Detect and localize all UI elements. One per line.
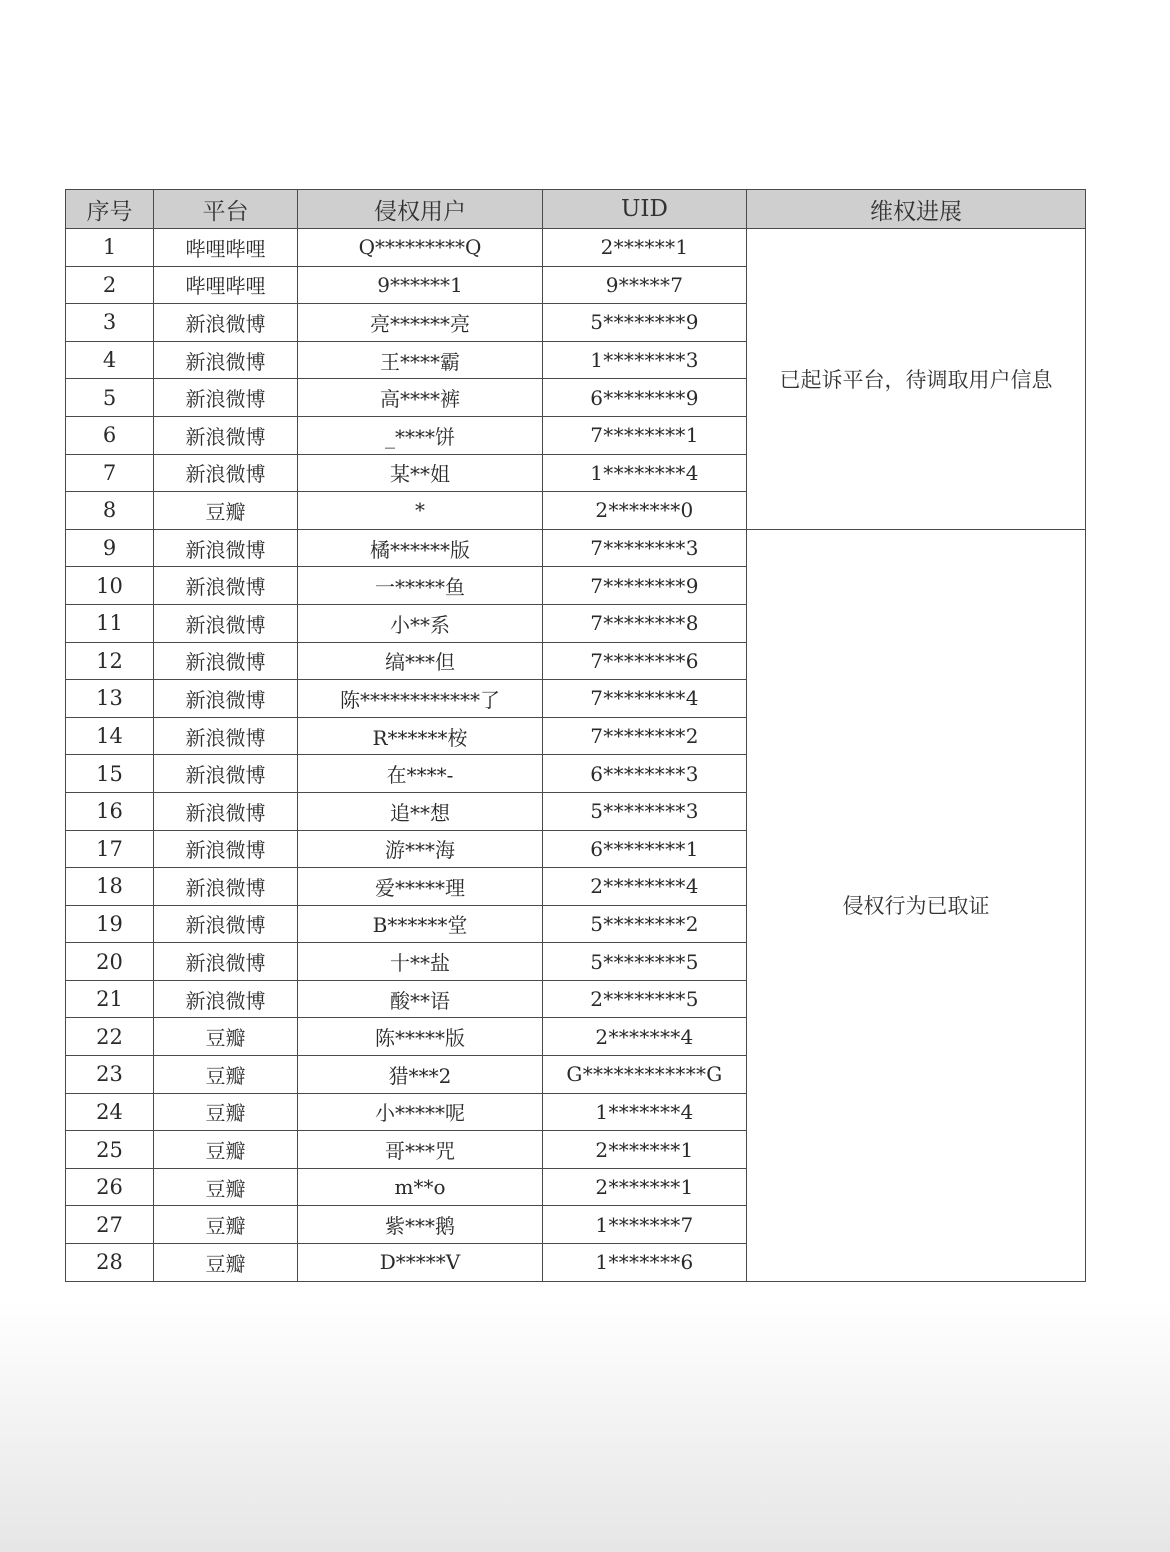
cell-platform: 哔哩哔哩: [154, 266, 298, 304]
cell-uid: 2******1: [543, 229, 747, 267]
cell-uid: 2********4: [543, 868, 747, 906]
cell-user: R******桉: [298, 717, 543, 755]
cell-platform: 新浪微博: [154, 379, 298, 417]
cell-user: 陈************了: [298, 680, 543, 718]
cell-index: 27: [66, 1206, 154, 1244]
cell-uid: 7********1: [543, 416, 747, 454]
cell-user: m**o: [298, 1168, 543, 1206]
cell-platform: 豆瓣: [154, 1093, 298, 1131]
cell-uid: 1*******6: [543, 1244, 747, 1282]
cell-user: 某**姐: [298, 454, 543, 492]
cell-index: 16: [66, 792, 154, 830]
cell-index: 17: [66, 830, 154, 868]
cell-user: 一*****鱼: [298, 567, 543, 605]
cell-uid: 2*******4: [543, 1018, 747, 1056]
cell-platform: 豆瓣: [154, 1168, 298, 1206]
cell-uid: 9*****7: [543, 266, 747, 304]
cell-platform: 新浪微博: [154, 304, 298, 342]
cell-platform: 新浪微博: [154, 341, 298, 379]
cell-index: 11: [66, 604, 154, 642]
cell-uid: 5********2: [543, 905, 747, 943]
cell-index: 22: [66, 1018, 154, 1056]
cell-uid: 6********9: [543, 379, 747, 417]
cell-user: 追**想: [298, 792, 543, 830]
cell-platform: 新浪微博: [154, 868, 298, 906]
cell-platform: 新浪微博: [154, 642, 298, 680]
cell-index: 20: [66, 943, 154, 981]
cell-user: 猎***2: [298, 1056, 543, 1094]
cell-uid: 5********3: [543, 792, 747, 830]
cell-user: D*****V: [298, 1244, 543, 1282]
table-row: [66, 529, 1086, 567]
cell-user: 在****-: [298, 755, 543, 793]
cell-user: _****饼: [298, 416, 543, 454]
header-user: 侵权用户: [298, 190, 543, 229]
cell-platform: 豆瓣: [154, 1131, 298, 1169]
cell-user: 十**盐: [298, 943, 543, 981]
cell-index: 9: [66, 529, 154, 567]
cell-user: B******堂: [298, 905, 543, 943]
cell-progress: 侵权行为已取证: [747, 529, 1086, 1281]
cell-uid: 5********9: [543, 304, 747, 342]
cell-platform: 新浪微博: [154, 416, 298, 454]
cell-user: 缟***但: [298, 642, 543, 680]
cell-platform: 新浪微博: [154, 604, 298, 642]
cell-uid: 7********3: [543, 529, 747, 567]
infringement-table: [65, 189, 1086, 1282]
cell-platform: 新浪微博: [154, 792, 298, 830]
cell-user: 陈*****版: [298, 1018, 543, 1056]
cell-index: 23: [66, 1056, 154, 1094]
cell-index: 7: [66, 454, 154, 492]
cell-platform: 新浪微博: [154, 529, 298, 567]
cell-progress: 已起诉平台，待调取用户信息: [747, 229, 1086, 530]
table-body: [66, 229, 1086, 1282]
header-row: [66, 190, 1086, 229]
cell-uid: 2*******1: [543, 1168, 747, 1206]
cell-platform: 豆瓣: [154, 1244, 298, 1282]
cell-platform: 哔哩哔哩: [154, 229, 298, 267]
cell-uid: 2*******0: [543, 492, 747, 530]
cell-index: 10: [66, 567, 154, 605]
cell-index: 25: [66, 1131, 154, 1169]
cell-platform: 新浪微博: [154, 717, 298, 755]
header-platform: 平台: [154, 190, 298, 229]
cell-uid: 6********3: [543, 755, 747, 793]
cell-platform: 新浪微博: [154, 680, 298, 718]
cell-user: 紫***鹅: [298, 1206, 543, 1244]
cell-index: 1: [66, 229, 154, 267]
cell-platform: 新浪微博: [154, 905, 298, 943]
cell-uid: 2********5: [543, 980, 747, 1018]
table-row: [66, 229, 1086, 267]
cell-index: 8: [66, 492, 154, 530]
cell-index: 3: [66, 304, 154, 342]
cell-user: 酸**语: [298, 980, 543, 1018]
cell-uid: 5********5: [543, 943, 747, 981]
cell-platform: 新浪微博: [154, 567, 298, 605]
cell-uid: 1*******4: [543, 1093, 747, 1131]
cell-index: 2: [66, 266, 154, 304]
cell-platform: 新浪微博: [154, 454, 298, 492]
cell-user: 小**系: [298, 604, 543, 642]
cell-user: 亮******亮: [298, 304, 543, 342]
cell-platform: 豆瓣: [154, 1056, 298, 1094]
cell-user: Q*********Q: [298, 229, 543, 267]
header-uid: UID: [543, 190, 747, 229]
cell-index: 19: [66, 905, 154, 943]
cell-index: 21: [66, 980, 154, 1018]
cell-uid: 7********9: [543, 567, 747, 605]
cell-uid: 7********8: [543, 604, 747, 642]
cell-uid: 1*******7: [543, 1206, 747, 1244]
cell-platform: 新浪微博: [154, 755, 298, 793]
cell-index: 14: [66, 717, 154, 755]
cell-index: 24: [66, 1093, 154, 1131]
cell-uid: 7********6: [543, 642, 747, 680]
cell-user: 小*****呢: [298, 1093, 543, 1131]
cell-index: 5: [66, 379, 154, 417]
cell-platform: 豆瓣: [154, 492, 298, 530]
cell-platform: 新浪微博: [154, 980, 298, 1018]
cell-index: 28: [66, 1244, 154, 1282]
header-progress: 维权进展: [747, 190, 1086, 229]
cell-user: 高****裤: [298, 379, 543, 417]
cell-platform: 新浪微博: [154, 943, 298, 981]
cell-uid: 1********4: [543, 454, 747, 492]
cell-uid: 7********4: [543, 680, 747, 718]
cell-uid: 1********3: [543, 341, 747, 379]
cell-user: 9******1: [298, 266, 543, 304]
cell-user: 游***海: [298, 830, 543, 868]
cell-index: 4: [66, 341, 154, 379]
cell-platform: 新浪微博: [154, 830, 298, 868]
cell-index: 13: [66, 680, 154, 718]
cell-index: 15: [66, 755, 154, 793]
cell-index: 26: [66, 1168, 154, 1206]
cell-uid: 6********1: [543, 830, 747, 868]
cell-user: 王****霸: [298, 341, 543, 379]
infringement-table-container: [65, 189, 1085, 1282]
cell-index: 6: [66, 416, 154, 454]
cell-user: 哥***咒: [298, 1131, 543, 1169]
header-index: 序号: [66, 190, 154, 229]
cell-user: 爱*****理: [298, 868, 543, 906]
table-header: [66, 190, 1086, 229]
cell-index: 12: [66, 642, 154, 680]
cell-uid: 7********2: [543, 717, 747, 755]
cell-index: 18: [66, 868, 154, 906]
cell-platform: 豆瓣: [154, 1018, 298, 1056]
cell-uid: G************G: [543, 1056, 747, 1094]
cell-uid: 2*******1: [543, 1131, 747, 1169]
cell-user: *: [298, 492, 543, 530]
cell-user: 橘******版: [298, 529, 543, 567]
cell-platform: 豆瓣: [154, 1206, 298, 1244]
